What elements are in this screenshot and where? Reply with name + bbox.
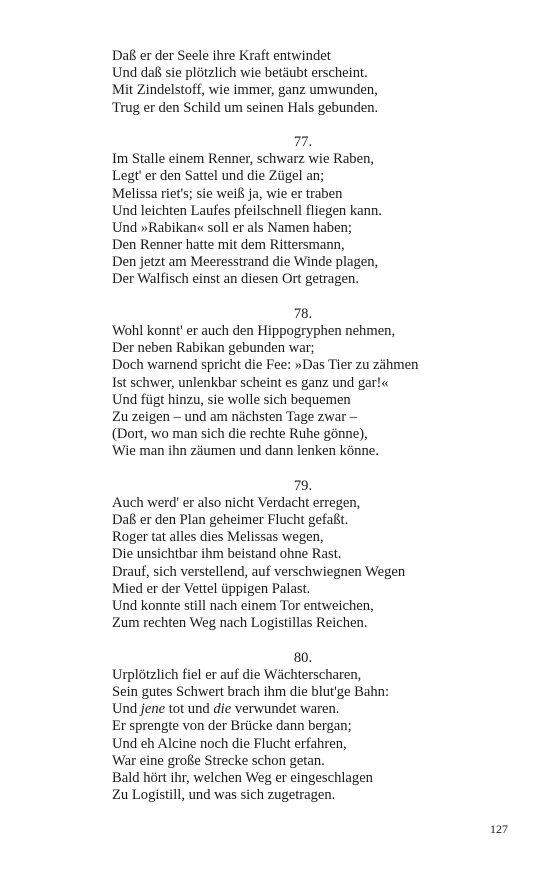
stanza — [112, 478, 512, 633]
verse-line: Zu zeigen – und am nächsten Tage zwar – — [112, 408, 358, 425]
verse-line: Auch werd' er also nicht Verdacht erregen, — [112, 494, 361, 511]
stanza-gap — [112, 117, 512, 134]
verse-line: Und konnte still nach einem Tor entweichen, — [112, 598, 374, 614]
verse-line: Zum rechten Weg nach Logistillas Reichen. — [112, 615, 368, 632]
verse-line: Melissa riet's; sie weiß ja, wie er traben — [112, 185, 343, 202]
verse-line: Er sprengte von der Brücke dann bergan; — [112, 718, 352, 735]
stanza-gap — [112, 289, 512, 306]
verse-line: Daß er der Seele ihre Kraft entwindet — [112, 48, 331, 64]
verse-line: Und daß sie plötzlich wie betäubt erscheint. — [112, 65, 368, 82]
poem-text — [112, 48, 512, 804]
verse-line: Und leichten Laufes pfeilschnell fliegen kann. — [112, 202, 382, 219]
page-number: 127 — [490, 822, 508, 836]
verse-line: Den Renner hatte mit dem Rittersmann, — [112, 237, 345, 254]
verse-line: Den jetzt am Meeresstrand die Winde plagen, — [112, 254, 379, 271]
verse-line: Die unsichtbar ihm beistand ohne Rast. — [112, 546, 342, 563]
verse-line: Im Stalle einem Renner, schwarz wie Raben, — [112, 151, 375, 168]
stanza-gap — [112, 461, 512, 478]
verse-line: Daß er den Plan geheimer Flucht gefaßt. — [112, 512, 349, 529]
verse-line: (Dort, wo man sich die rechte Ruhe gönne), — [112, 426, 368, 443]
verse-line: Wie man ihn zäumen und dann lenken könne. — [112, 443, 379, 460]
stanza-number: 79. — [293, 477, 313, 494]
stanza-number: 77. — [293, 133, 313, 150]
verse-line: Und fügt hinzu, sie wolle sich bequemen — [112, 391, 351, 408]
verse-line: Roger tat alles dies Melissas wegen, — [112, 529, 324, 546]
verse-line-emphasis — [112, 701, 512, 718]
stanza — [112, 306, 512, 461]
verse-line: Doch warnend spricht die Fee: »Das Tier zu zähmen — [112, 357, 419, 374]
stanza-number: 80. — [293, 649, 313, 666]
emphasized-word: die — [213, 701, 232, 718]
verse-line: Trug er den Schild um seinen Hals gebunden. — [112, 99, 379, 116]
stanza-gap — [112, 632, 512, 649]
text-run: tot und — [165, 701, 214, 718]
text-run: Und — [112, 701, 141, 718]
verse-line: Urplötzlich fiel er auf die Wächterscharen, — [112, 666, 362, 683]
text-run: verwundet waren. — [231, 701, 340, 718]
verse-line: Mied er der Vettel üppigen Palast. — [112, 580, 311, 597]
stanza — [112, 134, 512, 289]
stanza — [112, 650, 512, 805]
verse-line: Legt' er den Sattel und die Zügel an; — [112, 168, 325, 185]
verse-line: War eine große Strecke schon getan. — [112, 752, 325, 769]
emphasized-word: jene — [140, 701, 166, 718]
verse-line: Und eh Alcine noch die Flucht erfahren, — [112, 735, 347, 752]
stanza — [112, 48, 512, 117]
verse-line: Der neben Rabikan gebunden war; — [112, 340, 315, 357]
verse-line: Drauf, sich verstellend, auf verschwiegnen Wegen — [112, 563, 406, 580]
verse-line: Bald hört ihr, welchen Weg er eingeschlagen — [112, 769, 373, 786]
verse-line: Zu Logistill, und was sich zugetragen. — [112, 787, 336, 804]
verse-line: Sein gutes Schwert brach ihm die blut'ge Bahn: — [112, 683, 390, 700]
verse-line: Der Walfisch einst an diesen Ort getragen. — [112, 271, 359, 288]
verse-line: Und »Rabikan« soll er als Namen haben; — [112, 219, 352, 236]
verse-line: Mit Zindelstoff, wie immer, ganz umwunden, — [112, 82, 378, 99]
stanza-number: 78. — [293, 305, 313, 322]
verse-line: Ist schwer, unlenkbar scheint es ganz und gar!« — [112, 374, 389, 391]
verse-line: Wohl konnt' er auch den Hippogryphen nehmen, — [112, 323, 396, 339]
